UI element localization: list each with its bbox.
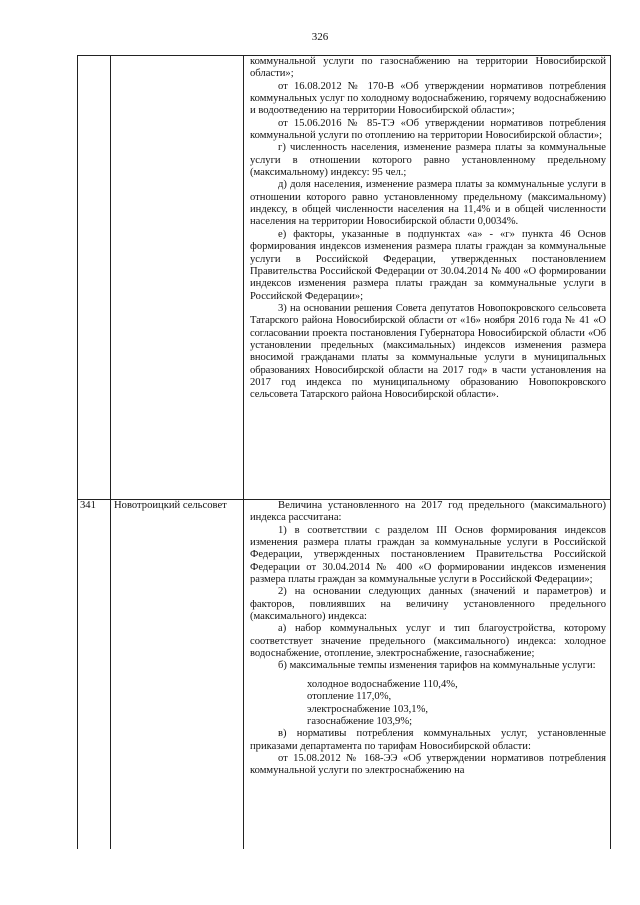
table-row bbox=[78, 56, 611, 500]
tariff-item: отопление 117,0%, bbox=[307, 691, 392, 703]
tariff-item: холодное водоснабжение 110,4%, bbox=[307, 678, 458, 690]
settlement-name-cell bbox=[111, 56, 244, 500]
paragraph: д) доля населения, изменение размера платы за коммунальные услуги в отношении которого равно установленному предельному (максимальному) индексу, в общей численности населения на 11,4% и в общей численности населения на территории Новосибирской области 0,0034%. bbox=[250, 179, 606, 228]
tariff-item: электроснабжение 103,1%, bbox=[307, 703, 429, 715]
paragraph: коммунальной услуги по газоснабжению на территории Новосибирской области»; bbox=[250, 56, 606, 80]
paragraph: г) численность населения, изменение размера платы за коммунальные услуги в отношении которого равно установленному предельному (максимальному) индексу: 95 чел.; bbox=[250, 142, 606, 179]
paragraph: в) нормативы потребления коммунальных услуг, установленные приказами департамента по тарифам Новосибирской области: bbox=[250, 728, 606, 752]
paragraph: 1) в соответствии с разделом III Основ формирования индексов изменения размера платы граждан за коммунальные услуги в Российской Федерации, утвержденных постановлением Правительства Российской Федерации от 30.04.2014 № 400 «О формировании индексов изменения размера платы граждан за коммунальные услуги в Российской Федерации»; bbox=[250, 524, 606, 586]
paragraph: от 15.08.2012 № 168-ЭЭ «Об утверждении нормативов потребления коммунальной услуги по электроснабжению на bbox=[250, 752, 606, 777]
paragraph: е) факторы, указанные в подпунктах «а» - «г» пункта 46 Основ формирования индексов изменения размера платы граждан за коммунальные услуги в Российской Федерации, утвержденных постановлением Правительства Российской Федерации от 30.04.2014 № 400 «О формировании индексов изменения размера платы граждан за коммунальные услуги в Российской Федерации»; bbox=[250, 228, 606, 302]
description-cell bbox=[244, 56, 611, 500]
paragraph: Величина установленного на 2017 год предельного (максимального) индекса рассчитана: bbox=[250, 500, 606, 524]
paragraph: 2) на основании следующих данных (значений и параметров) и факторов, повлиявших на величину установленного предельного (максимального) индекса: bbox=[250, 586, 606, 623]
page-number: 326 bbox=[311, 31, 329, 43]
paragraph: б) максимальные темпы изменения тарифов на коммунальные услуги: bbox=[278, 660, 596, 672]
paragraph: а) набор коммунальных услуг и тип благоустройства, которому соответствует значение предельного (максимального) индекса: холодное водоснабжение, отопление, электроснабжение, газоснабжение; bbox=[250, 623, 606, 660]
tariff-item: газоснабжение 103,9%; bbox=[307, 715, 413, 727]
paragraph: от 16.08.2012 № 170-В «Об утверждении нормативов потребления коммунальных услуг по холодному водоснабжению, горячему водоснабжению и водоотведению на территории Новосибирской области»; bbox=[250, 80, 606, 117]
row-number-cell: 341 bbox=[78, 500, 111, 850]
description-cell bbox=[244, 500, 611, 850]
settlement-name-cell: Новотроицкий сельсовет bbox=[111, 500, 244, 850]
settlements-table bbox=[77, 55, 611, 849]
paragraph: от 15.06.2016 № 85-ТЭ «Об утверждении нормативов потребления коммунальной услуги по отоплению на территории Новосибирской области»; bbox=[250, 117, 606, 142]
row-number-cell bbox=[78, 56, 111, 500]
tariff-list bbox=[250, 679, 606, 728]
table-row bbox=[78, 500, 611, 850]
paragraph: 3) на основании решения Совета депутатов Новопокровского сельсовета Татарского района Новосибирской области от «16» ноября 2016 года № 41 «О согласовании проекта постановления Губернатора Новосибирской области «Об установлении предельных (максимальных) индексов изменения размера вносимой гражданами платы за коммунальные услуги в муниципальных образованиях Новосибирской области на 2017 год» в части установления на 2017 год индекса по муниципальному образованию Новопокровского сельсовета Татарского района Новосибирской области». bbox=[250, 302, 606, 401]
